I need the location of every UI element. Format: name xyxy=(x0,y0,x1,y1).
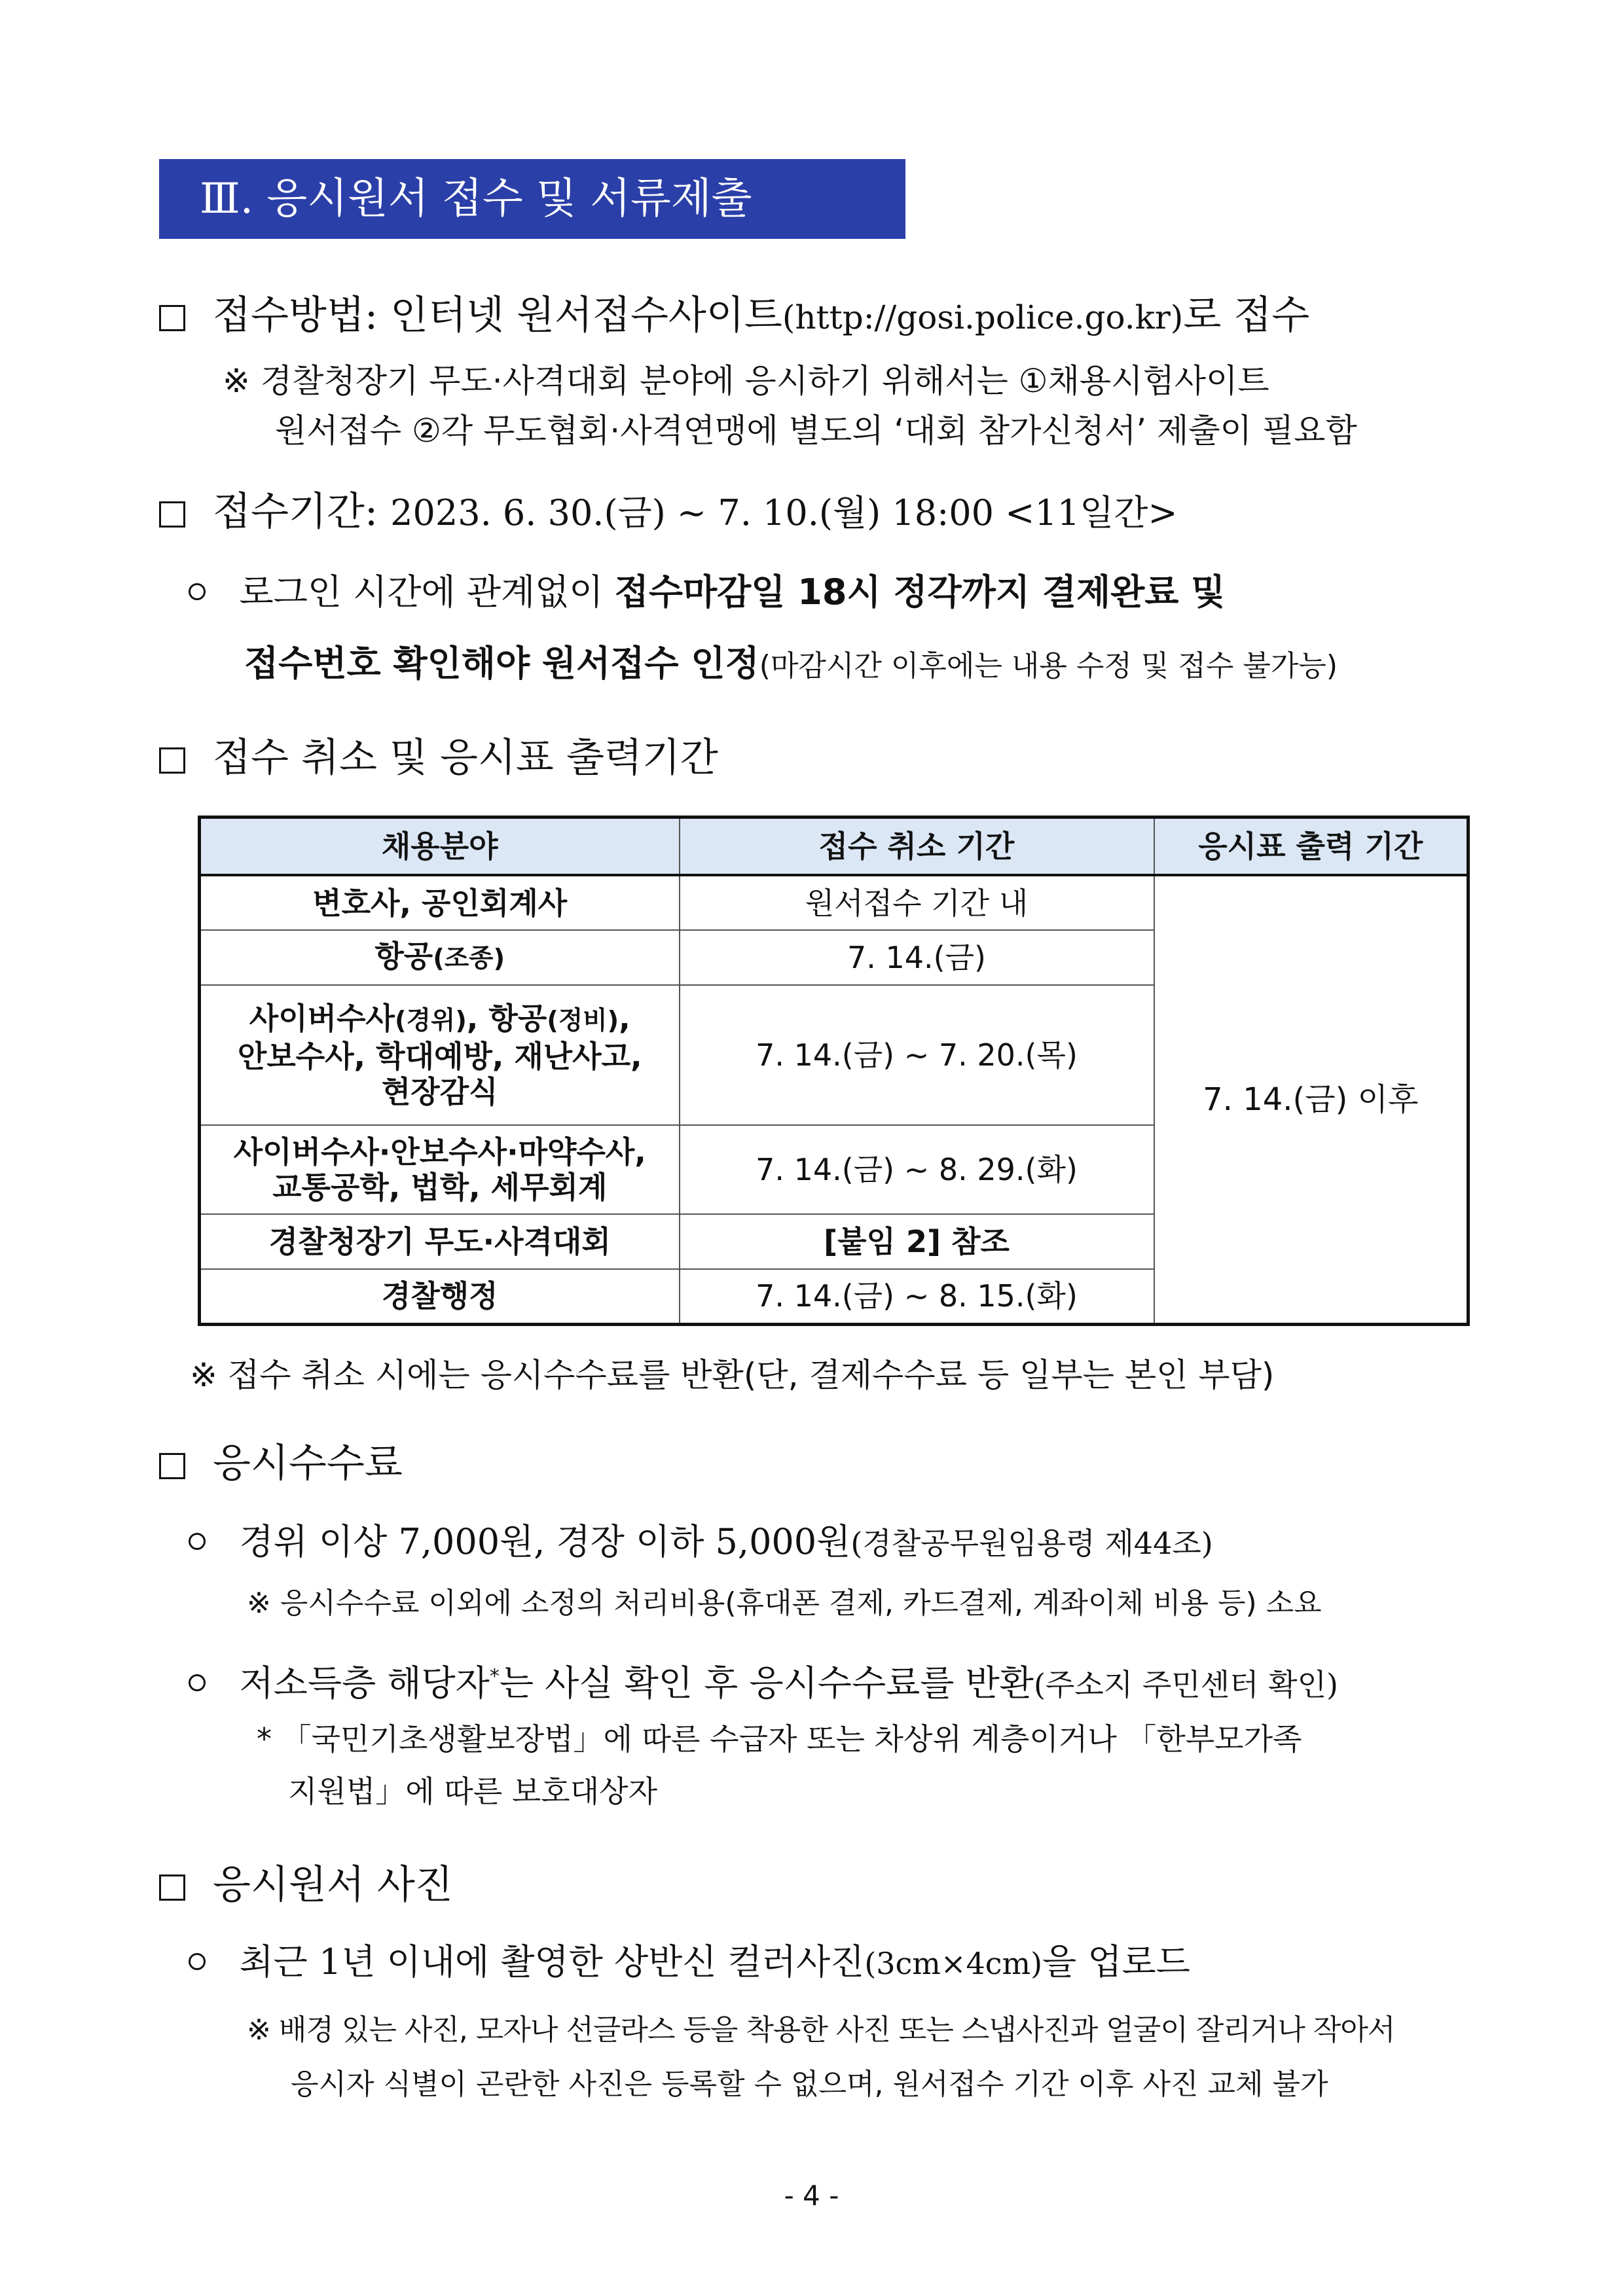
field-line1: 사이버수사·안보수사·마약수사, xyxy=(233,1134,646,1170)
period-bullet-line2 xyxy=(244,640,1338,690)
period-bullet-line1 xyxy=(189,569,1225,616)
period-bullet-bold2: 접수번호 확인해야 원서접수 인정 xyxy=(244,643,759,684)
fee-bullet1-small: (경찰공무원임용령 제44조) xyxy=(850,1526,1213,1561)
cancel-heading xyxy=(159,732,718,784)
fee-footnote-line1: * 「국민기초생활보장법」에 따른 수급자 또는 차상위 계층이거나 「한부모가족 xyxy=(257,1721,1302,1757)
period-heading-value: 2023. 6. 30.(금) ~ 7. 10.(월) 18:00 <11일간> xyxy=(390,492,1178,533)
table-cell-period: 7. 14.(금) ~ 7. 20.(목) xyxy=(680,985,1154,1125)
method-heading-text: 인터넷 원서접수사이트 xyxy=(390,293,782,338)
period-heading xyxy=(159,486,1178,539)
table-cell-print-period: 7. 14.(금) 이후 xyxy=(1154,875,1468,1324)
fee-bullet2-small: (주소지 주민센터 확인) xyxy=(1033,1667,1338,1702)
field-part-small: (경위) xyxy=(394,1006,467,1035)
cancel-heading-text: 접수 취소 및 응시표 출력기간 xyxy=(213,735,718,781)
table-cell-period: 7. 14.(금) ~ 8. 29.(화) xyxy=(680,1125,1154,1214)
table-header-print-period: 응시표 출력 기간 xyxy=(1154,817,1468,876)
table-header-row xyxy=(200,817,1468,876)
checkbox-square-icon xyxy=(159,1453,185,1479)
period-bullet-bold1: 접수마감일 18시 정각까지 결제완료 및 xyxy=(614,571,1226,613)
table-cell-period: 7. 14.(금) xyxy=(680,930,1154,985)
table-cell-field xyxy=(200,930,680,985)
fee-bullet2 xyxy=(189,1653,1338,1708)
table-cell-field-small: (조종) xyxy=(433,944,505,973)
photo-bullet-a: 최근 1년 이내에 촬영한 상반신 컬러사진 xyxy=(239,1941,865,1982)
fee-footnote-line2: 지원법」에 따른 보호대상자 xyxy=(288,1774,658,1809)
table-header-field: 채용분야 xyxy=(200,817,680,876)
table-cell-field xyxy=(200,985,680,1125)
bullet-circle-icon xyxy=(189,1533,206,1550)
page-number: - 4 - xyxy=(784,2179,839,2212)
table-cell-field-main: 항공 xyxy=(374,939,433,974)
field-line2: 안보수사, 학대예방, 재난사고, xyxy=(237,1039,642,1074)
table-cell-field xyxy=(200,1125,680,1214)
fee-heading-text: 응시수수료 xyxy=(213,1441,403,1486)
field-part: , xyxy=(619,1001,630,1036)
table-header-cancel-period: 접수 취소 기간 xyxy=(680,817,1154,876)
table-row xyxy=(200,875,1468,930)
table-cell-field: 변호사, 공인회계사 xyxy=(200,875,680,930)
field-line3: 현장감식 xyxy=(381,1074,498,1109)
fee-bullet2-sup: * xyxy=(489,1665,500,1688)
field-part: , 항공 xyxy=(466,1001,547,1036)
checkbox-square-icon xyxy=(159,501,185,528)
photo-bullet xyxy=(189,1939,1190,1987)
table-cell-period: 원서접수 기간 내 xyxy=(680,875,1154,930)
period-bullet-small: (마감시간 이후에는 내용 수정 및 접수 불가능) xyxy=(759,649,1338,683)
photo-bullet-small: (3cm×4cm) xyxy=(864,1946,1043,1981)
photo-note-line2: 응시자 식별이 곤란한 사진은 등록할 수 없으며, 원서접수 기간 이후 사진 교체 불가 xyxy=(291,2068,1328,2101)
method-heading xyxy=(159,289,1309,344)
checkbox-square-icon xyxy=(159,1874,185,1901)
section-title: Ⅲ. 응시원서 접수 및 서류제출 xyxy=(200,175,752,223)
method-heading-tail: 로 접수 xyxy=(1183,293,1310,338)
period-bullet-part1: 로그인 시간에 관계없이 xyxy=(239,571,604,613)
method-url: (http://gosi.police.go.kr) xyxy=(782,298,1184,336)
table-cell-period: 7. 14.(금) ~ 8. 15.(화) xyxy=(680,1269,1154,1324)
cancel-period-table xyxy=(198,816,1470,1326)
bullet-circle-icon xyxy=(189,1674,206,1691)
fee-bullet2-b: 는 사실 확인 후 응시수수료를 반환 xyxy=(499,1662,1034,1704)
cancel-note: ※ 접수 취소 시에는 응시수수료를 반환(단, 결제수수료 등 일부는 본인 부담) xyxy=(190,1356,1275,1394)
photo-heading-text: 응시원서 사진 xyxy=(213,1862,453,1908)
fee-bullet1 xyxy=(189,1518,1213,1567)
photo-bullet-b: 을 업로드 xyxy=(1042,1941,1190,1982)
photo-note-line1: ※ 배경 있는 사진, 모자나 선글라스 등을 착용한 사진 또는 스냅사진과 얼굴이 잘리거나 작아서 xyxy=(247,2013,1395,2047)
fee-note1: ※ 응시수수료 이외에 소정의 처리비용(휴대폰 결제, 카드결제, 계좌이체 비용 등) 소요 xyxy=(247,1587,1322,1620)
method-note-line2: 원서접수 ②각 무도협회·사격연맹에 별도의 ‘대회 참가신청서’ 제출이 필요함 xyxy=(275,412,1357,450)
checkbox-square-icon xyxy=(159,305,185,331)
method-heading-label: 접수방법: xyxy=(213,293,378,338)
field-line2: 교통공학, 법학, 세무회계 xyxy=(272,1170,608,1205)
field-part: 사이버수사 xyxy=(249,1001,395,1036)
photo-heading xyxy=(159,1859,453,1911)
fee-heading xyxy=(159,1437,403,1490)
table-cell-period: [붙임 2] 참조 xyxy=(680,1214,1154,1269)
period-heading-label: 접수기간: xyxy=(213,489,378,535)
checkbox-square-icon xyxy=(159,747,185,774)
table-cell-field: 경찰청장기 무도·사격대회 xyxy=(200,1214,680,1269)
fee-bullet1-main: 경위 이상 7,000원, 경장 이하 5,000원 xyxy=(239,1521,851,1562)
method-note-line1: ※ 경찰청장기 무도·사격대회 분야에 응시하기 위해서는 ①채용시험사이트 xyxy=(223,362,1269,400)
bullet-circle-icon xyxy=(189,1953,206,1970)
field-part-small: (정비) xyxy=(547,1006,619,1035)
fee-bullet2-a: 저소득층 해당자 xyxy=(239,1662,490,1704)
section-title-banner xyxy=(159,159,905,239)
table-cell-field: 경찰행정 xyxy=(200,1269,680,1324)
bullet-circle-icon xyxy=(189,583,206,600)
